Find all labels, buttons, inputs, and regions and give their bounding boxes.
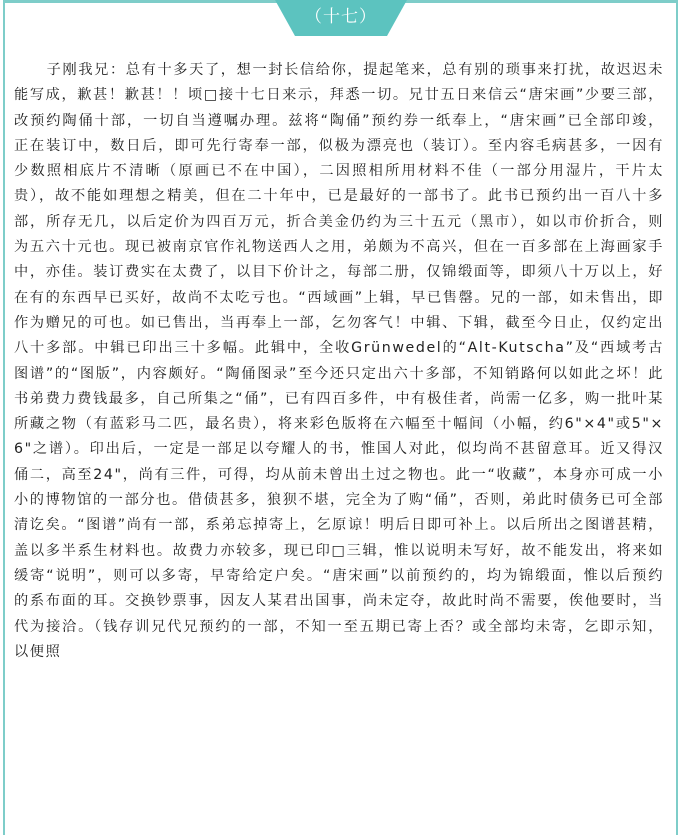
section-number: （十七）: [305, 7, 377, 27]
left-border: [3, 0, 5, 835]
section-banner: [275, 0, 407, 40]
right-border: [676, 0, 678, 835]
letter-body: 子刚我兄：总有十多天了，想一封长信给你，提起笔来，总有别的琐事来打扰，故迟迟未能写成，歉甚！歉甚！！顷□接十七日来示，拜悉一切。兄廿五日来信云“唐宋画”少要三部，改预约陶俑十部，一切自当遵嘱办理。兹将“陶俑”预约券一纸奉上，“唐宋画”已全部印竣，正在装订中，数日后，即可先行寄奉一部，似极为漂亮也（装订）。至内容毛病甚多，一因有少数照相底片不清晰（原画已不在中国），二因照相所用材料不佳（一部分用湿片，干片太贵），故不能如理想之精美，但在二十年中，已是最好的一部书了。此书已预约出一百八十多部，所存无几，以后定价为四百万元，折合美金仍约为三十五元（黑市），如以市价折合，则为五六十元也。现已被南京官作礼物送西人之用，弟颇为不高兴，但在一百多部在上海画家手中，亦佳。装订费实在太费了，以目下价计之，每部二册，仅锦缎面等，即须八十万以上，好在有的东西早已买好，故尚不太吃亏也。“西域画”上辑，早已售罄。兄的一部，如未售出，即作为赠兄的可也。如已售出，当再奉上一部，乞勿客气！中辑、下辑，截至今日止，仅约定出八十多部。中辑已印出三十多幅。此辑中，全收Grünwedel的“Alt-Kutscha”及“西域考古图谱”的“图版”，内容颇好。“陶俑图录”至今还只定出六十多部，不知销路何以如此之坏！此书弟费力费钱最多，自己所集之“俑”，已有四百多件，中有极佳者，尚需一亿多，购一批叶某所藏之物（有蓝彩马二匹，最名贵），将来彩色版将在六幅至十幅间（小幅，约6"×4"或5"×6"之谱）。印出后，一定是一部足以夸耀人的书，惟国人对此，似均尚不甚留意耳。近又得汉俑二，高至24"，尚有三件，可得，均从前未曾出土过之物也。此一“收藏”，本身亦可成一小小的博物馆的一部分也。借债甚多，狼狈不堪，完全为了购“俑”，否则，弟此时债务已可全部清讫矣。“图谱”尚有一部，系弟忘掉寄上，乞原谅！明后日即可补上。以后所出之图谱甚精，盖以多半系生材料也。故费力亦较多，现已印□三辑，惟以说明未写好，故不能发出，将来如缓寄“说明”，则可以多寄，早寄给定户矣。“唐宋画”以前预约的，均为锦缎面，惟以后预约的系布面的耳。交换钞票事，因友人某君出国事，尚未定夺，故此时尚不需要，俟他要时，当代为接洽。（钱存训兄代兄预约的一部，不知一至五期已寄上否？或全部均未寄，乞即示知，以便照: [14, 62, 664, 660]
